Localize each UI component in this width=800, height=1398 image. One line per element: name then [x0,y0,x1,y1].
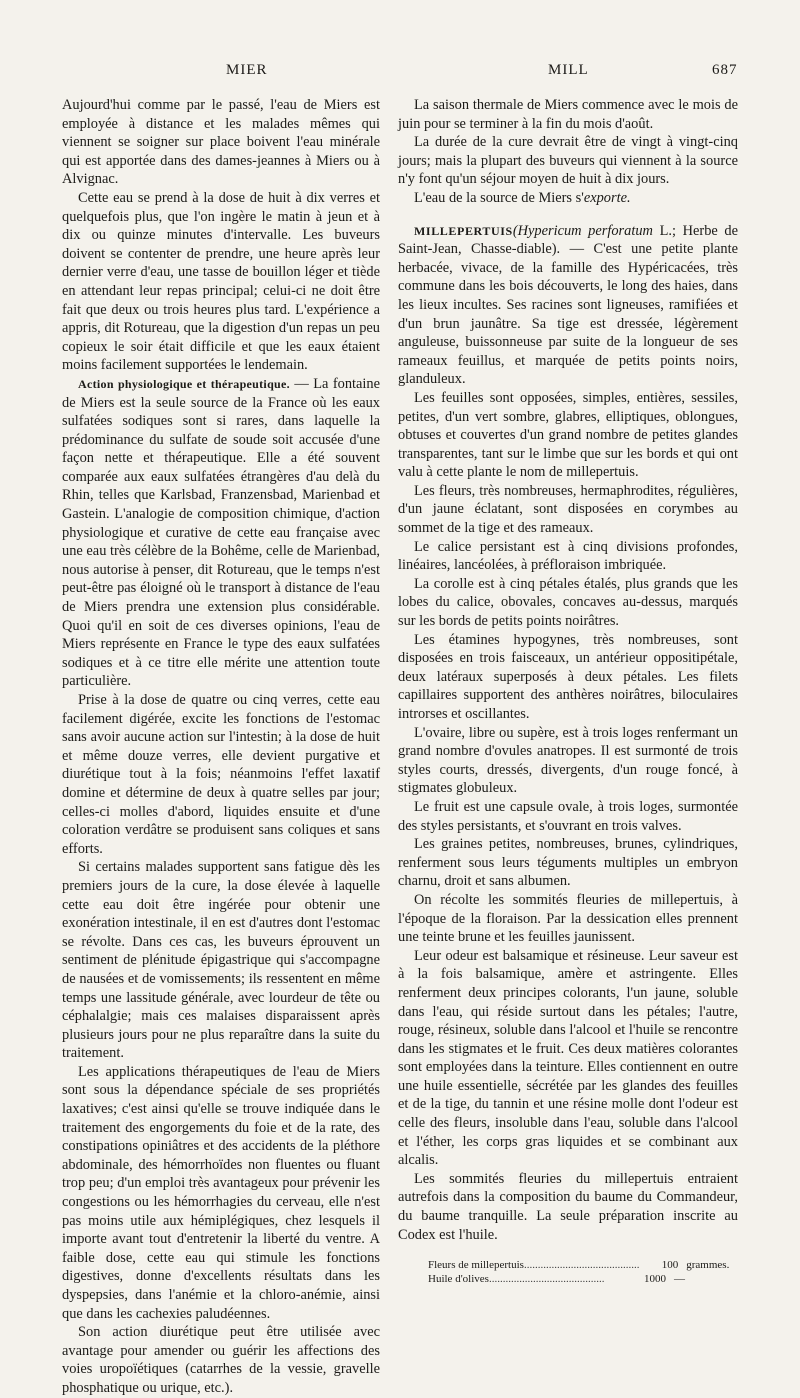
paragraph: La corolle est à cinq pétales étalés, plus grands que les lobes du calice, obovales, concaves au-dessus, marqués sur les bords de petits points noirâtres. [398,575,738,630]
paragraph: Les applications thérapeutiques de l'eau de Miers sont sous la dépendance spéciale de ses propriétés laxatives; c'est ainsi qu'elle se trouve indiquée dans le traitement des engorgements du foie et de la rate, des constipations opiniâtres et des accidents de la pléthore abdominale, des hémorrhoïdes non fluentes ou fluant trop peu; d'un emploi très avantageux pour prévenir les congestions ou les hémorrhagies du cerveau, elle n'est pas moins utile aux hémiplégiques, chez lesquels il importe avant tout d'entretenir la liberté du ventre. A faible dose, cette eau qui stimule les fonctions digestives, donne d'excellents résultats dans les dyspepsies, dans l'anémie et la chloro-anémie, ainsi que dans les cachexies paludéennes. [62,1063,380,1322]
paragraph: Le calice persistant est à cinq divisions profondes, linéaires, lancéolées, à préfloraison imbriquée. [398,538,738,574]
paragraph [398,189,738,208]
paragraph: Aujourd'hui comme par le passé, l'eau de Miers est employée à distance et les malades mêmes qui viennent se soigner sur place boivent l'eau minérale qui est apportée dans des dames-jeannes à Miers ou à Alvignac. [62,97,380,188]
paragraph: L'ovaire, libre ou supère, est à trois loges renfermant un grand nombre d'ovules anatropes. Il est surmonté de trois styles courts, dressés, divergents, d'un rouge foncé, à stigmates globuleux. [398,724,738,797]
paragraph: Les sommités fleuries du millepertuis entraient autrefois dans la composition du baume du Commandeur, du baume tranquille. La seule préparation inscrite au Codex est l'huile. [398,1170,738,1243]
paragraph: Cette eau se prend à la dose de huit à dix verres et quelquefois plus, que l'on ingère le matin à jeun et à dix ou quinze minutes d'intervalle. Les buveurs doivent se contenter de prendre, une heure après leur dernier verre d'eau, une tasse de bouillon léger et tiède en attendant leur repas principal; celui-ci ne doit être fait que deux ou trois heures plus tard. L'expérience a appris, dit Rotureau, que la digestion d'un repas un peu copieux le soir était difficile et que les eaux étaient moins facilement supportées le lendemain. [62,189,380,374]
entry-body: L.; Herbe de Saint-Jean, Chasse-diable). — C'est une petite plante herbacée, vivace, de la famille des Hypéricacées, très commune dans les bois découverts, le long des haies, dans les lieux incultes. Ses racines sont ligneuses, ramifiées et d'un brun jaunâtre. Sa tige est dressée, légèrement anguleuse, buissonneuse par suite de la longueur de ses rameaux feuillus, et marquée de petits points noirs, glanduleux. [398,222,738,388]
formula-unit: — [674,1273,685,1286]
paragraph: On récolte les sommités fleuries de millepertuis, à l'époque de la floraison. Par la dessication elles prennent une teinte brune et les feuilles jaunissent. [398,891,738,946]
formula-quantity: 1000 [644,1273,666,1286]
leader-dots: .......................................... [488,1273,605,1286]
entry-latin-name: (Hypericum perforatum [512,222,653,239]
leader-dots: .......................................... [523,1259,640,1272]
section-body: — La fontaine de Miers est la seule source de la France où les eaux sulfatées sodiques sont si rares, dans laquelle la prédominance du sulfate de soude soit accusée d'une façon nette et thérapeutique. Elle a été souvent comparée aux eaux sulfatées étrangères d'au delà du Rhin, telles que Karlsbad, Franzensbad, Marienbad et Gastein. L'analogie de composition chimique, d'action physiologique et curative de cette eau française avec une eau très célèbre de la Bohême, celle de Marienbad, nous autorise à penser, dit Rotureau, que le temps n'est peut-être pas éloigné où le transport à distance de l'eau de Miers prendra une extension plus considérable. Quoi qu'il en soit de ces diverses opinions, l'eau de Miers représente en France le type des eaux sulfatées sodiques et à ce titre elle mérite une attention toute particulière. [62,375,380,690]
left-column [62,96,380,1398]
emphasis: exporte. [583,189,631,206]
paragraph: Leur odeur est balsamique et résineuse. Leur saveur est à la fois balsamique, amère et astringente. Elles renferment deux principes colorants, l'un jaune, soluble dans l'eau, qui réside surtout dans les pétales; l'autre, rouge, résineux, soluble dans l'alcool et l'huile se rencontre dans les stigmates et le fruit. Ces deux matières colorantes sont employées dans la teinture. Elles contiennent en outre une huile essentielle, sécrétée par les glandes des feuilles et de la tige, du tannin et une résine molle dont l'odeur est celle des fleurs, insoluble dans l'eau, soluble dans l'alcool et l'éther, les corps gras liquides et se combinant aux alcalis. [398,947,738,1169]
paragraph: Les feuilles sont opposées, simples, entières, sessiles, petites, d'un vert sombre, glabres, elliptiques, oblongues, obtuses et couvertes d'un grand nombre de petites glandes transparentes, tant sur le limbe que sur les bords et qui ont valu à cette plante le nom de millepertuis. [398,389,738,481]
paragraph-text: L'eau de la source de Miers s' [414,189,584,206]
entry-headword: MILLEPERTUIS [414,223,513,238]
formula-table [398,1258,738,1286]
paragraph: Le fruit est une capsule ovale, à trois loges, surmontée des styles persistants, et s'ouvrant en trois valves. [398,798,738,834]
paragraph: La durée de la cure devrait être de vingt à vingt-cinq jours; mais la plupart des buveurs qui viennent à la source n'y font qu'un séjour moyen de huit à dix jours. [398,134,738,188]
formula-unit: grammes. [686,1259,730,1272]
paragraph: Prise à la dose de quatre ou cinq verres, cette eau facilement digérée, excite les fonctions de l'estomac sans avoir aucune action sur l'intestin; à la dose de huit et même douze verres, elle devient purgative et diurétique tout à la fois; néanmoins l'effet laxatif domine et détermine de deux à quatre selles par jour; celles-ci molles d'abord, liquides ensuite et d'une coloration verdâtre se produisent sans coliques et sans efforts. [62,692,380,857]
paragraph: Les fleurs, très nombreuses, hermaphrodites, régulières, d'un jaune éclatant, sont disposées en corymbes au sommet de la tige et des rameaux. [398,482,738,537]
dictionary-entry [398,222,738,389]
right-column [398,96,738,1286]
paragraph: Son action diurétique peut être utilisée avec avantage pour amender ou guérir les affections des voies uropoïétiques (catarrhes de la vessie, gravelle phosphatique ou urique, etc.). [62,1324,380,1396]
running-head-center: MILL [548,62,589,78]
paragraph: Si certains malades supportent sans fatigue dès les premiers jours de la cure, la dose élevée à laquelle cette eau doit être ingérée pour obtenir une exonération intestinale, il en est d'autres dont l'estomac se révolte. Dans ces cas, les buveurs éprouvent un sentiment de plénitude épigastrique qui s'accompagne de nausées et de vomissements; ils ressentent en même temps une lassitude générale, avec lourdeur de tête ou céphalalgie; mais ces malaises disparaissent après plusieurs jours pour ne plus reparaître dans la suite du traitement. [62,859,380,1062]
spacer [398,208,738,222]
formula-row [398,1272,738,1286]
section-paragraph [62,375,380,691]
formula-row [398,1258,738,1272]
section-heading: Action physiologique et thérapeutique. [78,376,290,391]
page-number: 687 [712,62,738,78]
formula-ingredient: Fleurs de millepertuis [428,1259,524,1272]
formula-ingredient: Huile d'olives [428,1273,489,1286]
paragraph: Les étamines hypogynes, très nombreuses, sont disposées en trois faisceaux, un antérieur oppositipétale, deux latéraux superposés à deux pétales. Les filets capillaires supportent des anthères noirâtres, biloculaires introrses et oscillantes. [398,631,738,722]
paragraph: Les graines petites, nombreuses, brunes, cylindriques, renferment sous leurs téguments multiples un embryon charnu, droit et sans albumen. [398,836,738,890]
running-head-left: MIER [226,62,268,78]
paragraph: La saison thermale de Miers commence avec le mois de juin pour se terminer à la fin du mois d'août. [398,97,738,132]
formula-quantity: 100 [661,1259,679,1272]
